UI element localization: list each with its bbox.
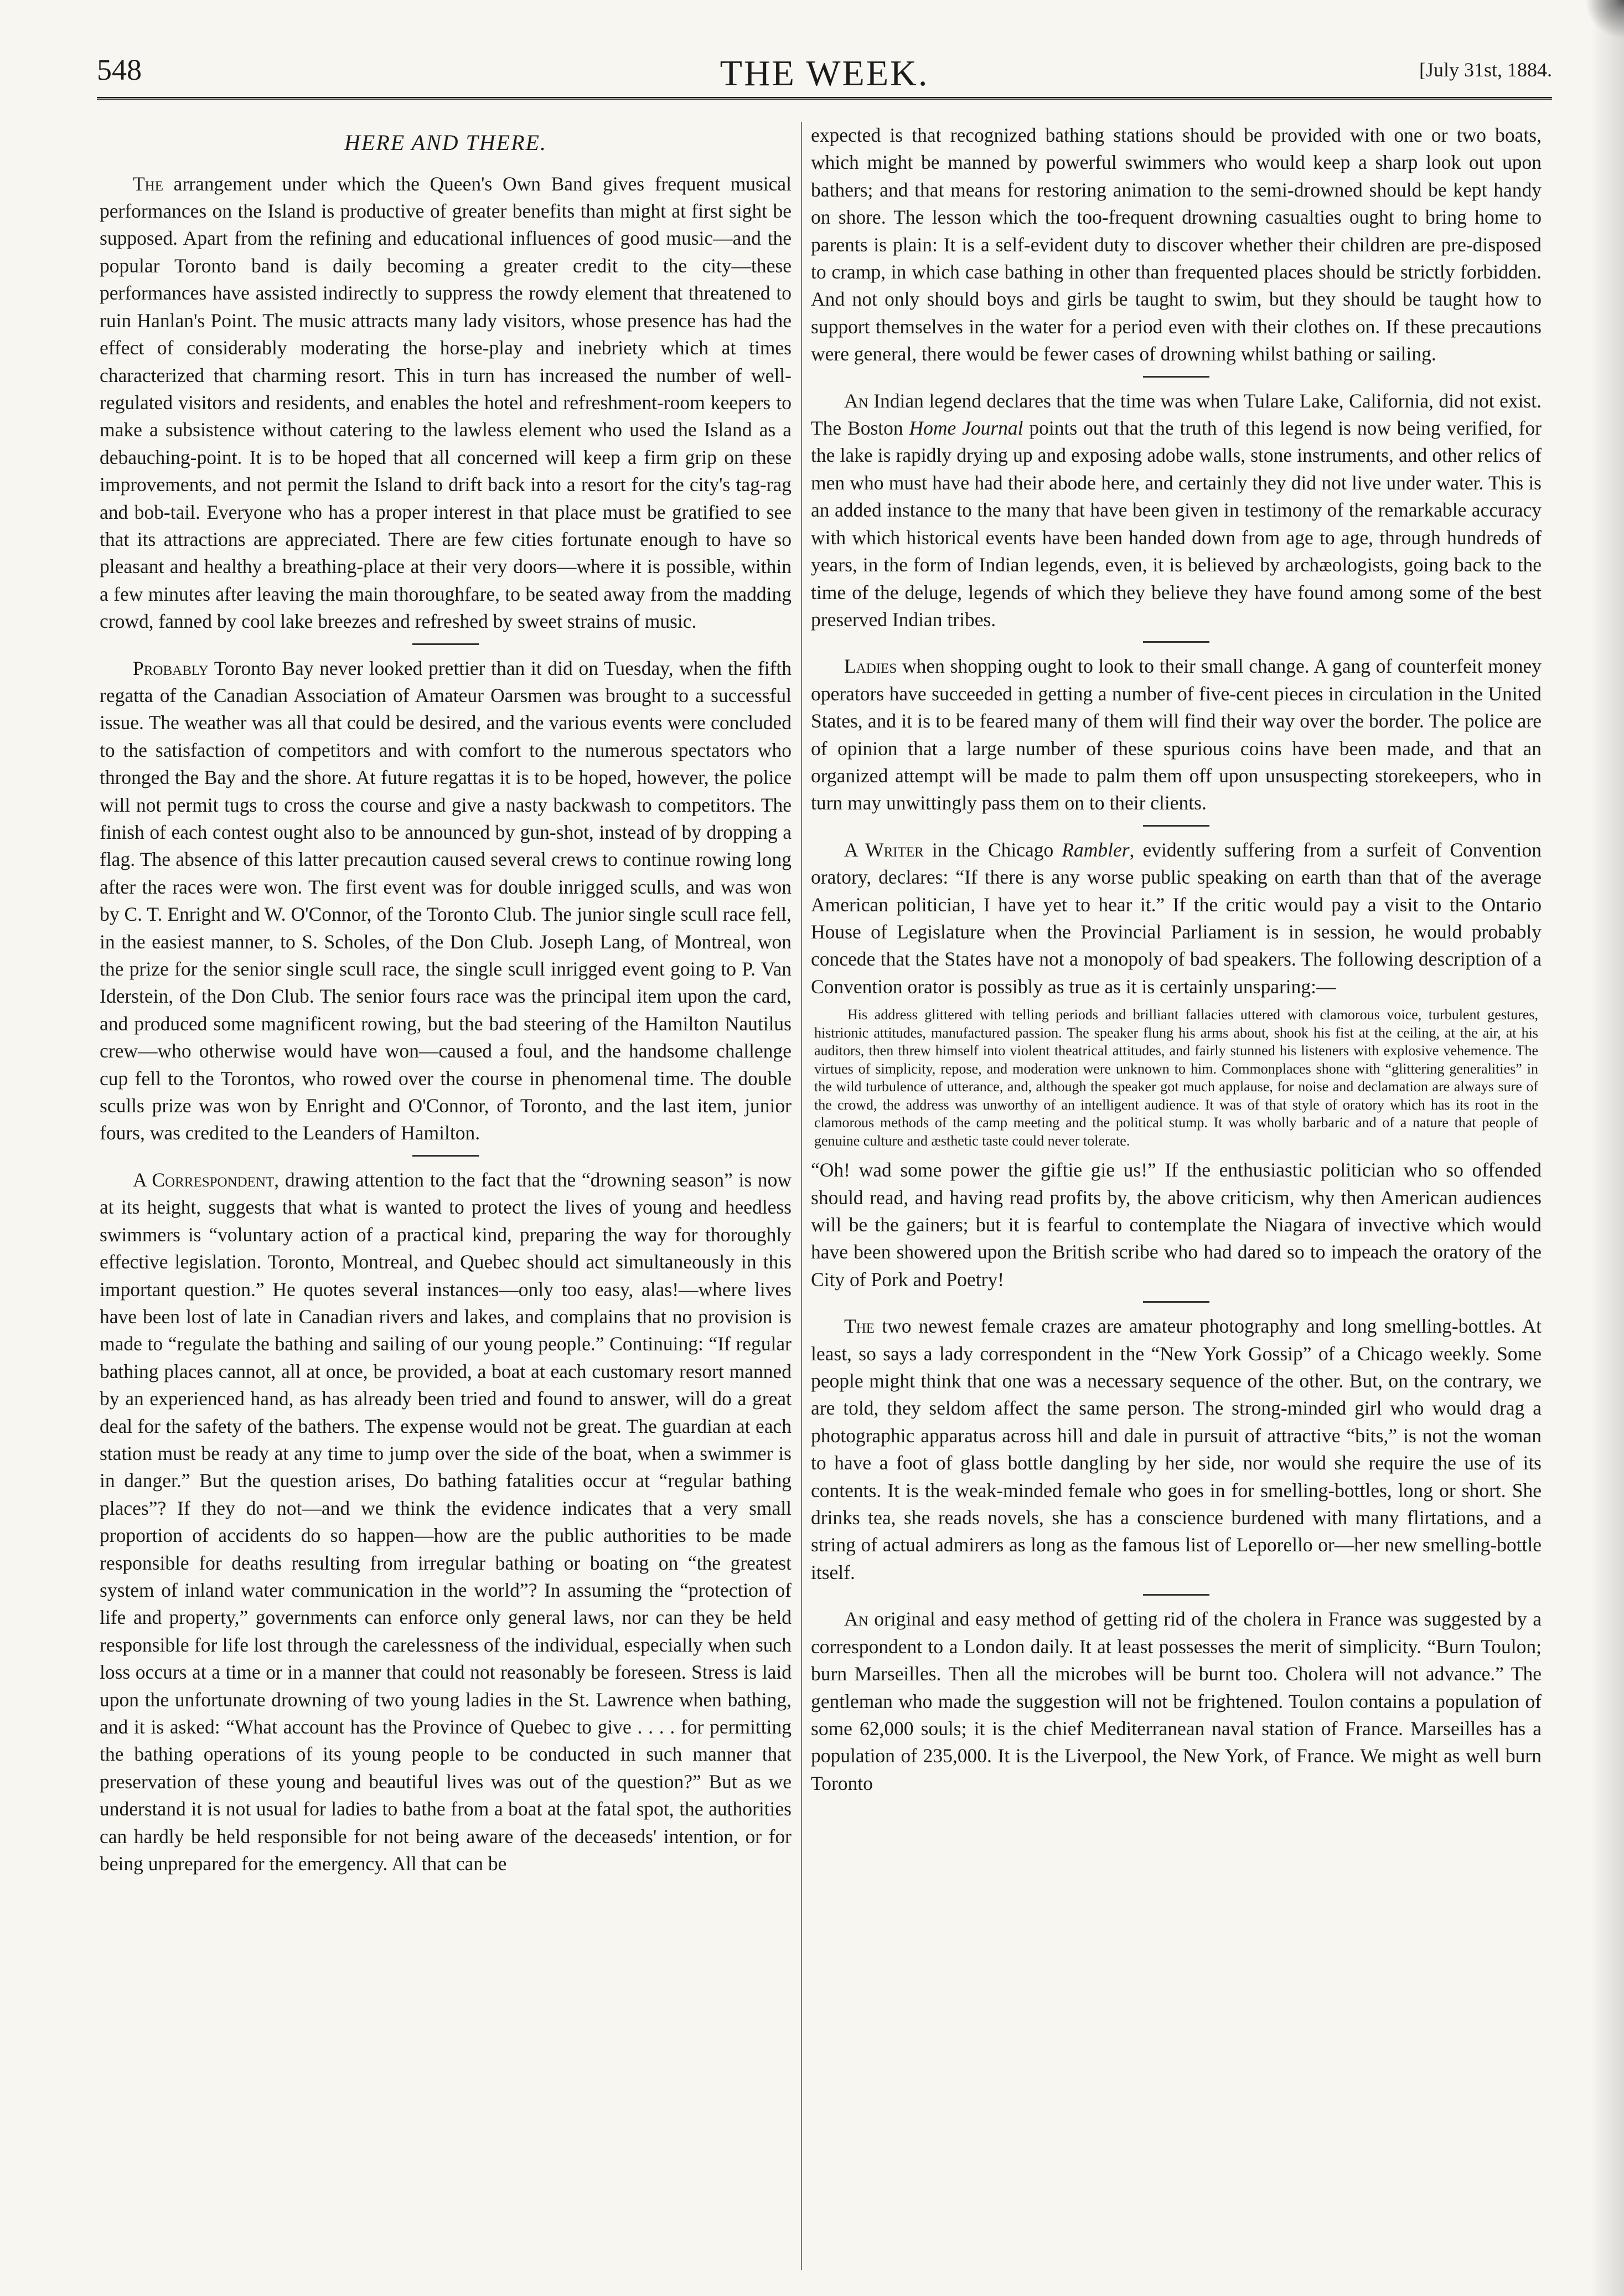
issue-date: [July 31st, 1884. xyxy=(1419,59,1552,81)
torn-corner xyxy=(1580,0,1624,44)
lead-word: Probably xyxy=(133,657,209,679)
lead-word: An xyxy=(844,389,868,412)
paragraph-text: two newest female crazes are amateur photography and long smelling-bottles. At least, so says a lady correspondent in the “New York Gossip” of a Chicago weekly. Some people might think that one was a necessary sequence of the other. But, on the contrary, we are told, they seldom affect the same person. The strong-minded girl who would drag a photographic apparatus across hill and dale in pursuit of attractive “bits,” is not the woman to have a foot of glass bottle dangling by her side, nor would she require the use of its contents. It is the weak-minded female who goes in for smelling-bottles, long or short. She drinks tea, she reads novels, she has a conscience burdened with many flirtations, and a string of actual admirers as long as the famous list of Leporello or—her new smelling-bottle itself. xyxy=(811,1315,1542,1583)
section-divider xyxy=(1143,376,1209,378)
section-divider xyxy=(1143,1594,1209,1596)
publication-name: Home Journal xyxy=(909,417,1023,440)
left-column xyxy=(100,127,792,2276)
masthead: THE WEEK. xyxy=(720,53,929,94)
lead-word: A Writer xyxy=(844,838,924,861)
section-divider xyxy=(1143,1301,1209,1303)
right-column xyxy=(811,122,1542,2270)
publication-name: Rambler xyxy=(1062,838,1130,861)
paragraph-text: Toronto Bay never looked prettier than it did on Tuesday, when the fifth regatta of the Canadian Association of Amateur Oarsmen was brought to a successful issue. The weather was all that could be desired, and the various events were concluded to the satisfaction of competitors and with comfort to the numerous spectators who thronged the Bay and the shore. At future regattas it is to be hoped, however, the police will not permit tugs to cross the course and give a nasty backwash to competitors. The finish of each contest ought also to be announced by gun-shot, instead of by dropping a flag. The absence of this latter precaution caused several crews to continue rowing long after the races were won. The first event was for double inrigged sculls, and was won by C. T. Enright and W. O'Connor, of the Toronto Club. The junior single scull race fell, in the easiest manner, to S. Scholes, of the Don Club. Joseph Lang, of Montreal, won the prize for the senior single scull race, the single scull inrigged event going to P. Van Iderstein, of the Don Club. The senior fours race was the principal item upon the card, and produced some magnificent rowing, but the bad steering of the Hamilton Nautilus crew—who otherwise would have won—caused a foul, and the handsome challenge cup fell to the Torontos, who rowed over the course in phenomenal time. The double sculls prize was won by Enright and O'Connor, of Toronto, and the last item, junior fours, was credited to the Leanders of Hamilton. xyxy=(100,657,792,1144)
section-divider xyxy=(1143,825,1209,827)
lead-word: An xyxy=(844,1608,868,1631)
paragraph-text: in the Chicago xyxy=(923,838,1062,861)
article-paragraph: expected is that recognized bathing stations should be provided with one or two boats, which might be manned by powerful swimmers who would keep a sharp look out upon bathers; and that means for restoring animation to the semi-drowned should be kept handy on shore. The lesson which the too-frequent drowning casualties ought to bring home to parents is plain: It is a self-evident duty to discover whether their children are pre-disposed to cramp, in which case bathing in other than frequented places should be strictly forbidden. And not only should boys and girls be taught to swim, but they should be taught how to support themselves in the water for a period even with their clothes on. If these precautions were general, there would be fewer cases of drowning whilst bathing or sailing. xyxy=(811,124,1542,365)
paragraph-text: Indian legend declares that the time was when Tulare Lake, California, did not exist. The Boston xyxy=(811,389,1542,440)
article-paragraph xyxy=(811,1313,1542,1586)
paragraph-text: original and easy method of getting rid of the cholera in France was suggested by a correspondent to a London daily. It at least possesses the merit of simplicity. “Burn Toulon; burn Marseilles. Then all the microbes will be burnt too. Cholera will not advance.” The gentleman who made the suggestion will not be frightened. Toulon contains a population of some 62,000 souls; it is the chief Mediterranean naval station of France. Marseilles has a population of 235,000. It is the Liverpool, the New York, of France. We might as well burn Toronto xyxy=(811,1608,1542,1794)
section-divider xyxy=(412,1155,479,1157)
article-paragraph xyxy=(811,1606,1542,1797)
section-divider xyxy=(412,643,479,645)
article-paragraph xyxy=(811,653,1542,817)
lead-word: Ladies xyxy=(844,655,897,678)
article-paragraph xyxy=(100,655,792,1147)
article-paragraph: “Oh! wad some power the giftie gie us!” If the enthusiastic politician who so offended should read, and having read profits by, the above criticism, why then American audiences will be the gainers; but it is fearful to contemplate the Niagara of invective which would have been showered upon the British scribe who had dared so to impeach the oratory of the City of Pork and Poetry! xyxy=(811,1159,1542,1291)
paragraph-text: when shopping ought to look to their small change. A gang of counterfeit money operators have succeeded in getting a number of five-cent pieces in circulation in the United States, and it is to be feared many of them will find their way over the border. The police are of opinion that a large number of these spurious coins have been made, and that an organized attempt will be made to palm them off upon unsuspecting storekeepers, who in turn may unwittingly pass them on to their clients. xyxy=(811,655,1542,814)
column-divider xyxy=(801,122,802,2270)
paragraph-text: , evidently suffering from a surfeit of Convention oratory, declares: “If there is any worse public speaking on earth than that of the average American politician, I have yet to hear it.” If the critic would pay a visit to the Ontario House of Legislature when the Provincial Parliament is in session, he would probably concede that the States have not a monopoly of bad speakers. The following description of a Convention orator is possibly as true as it is certainly unsparing:— xyxy=(811,838,1542,998)
page-edge-shadow xyxy=(1591,0,1624,2296)
article-paragraph xyxy=(811,388,1542,634)
paragraph-text: arrangement under which the Queen's Own Band gives frequent musical performances on the Island is productive of greater benefits than might at first sight be supposed. Apart from the refining and educational influences of good music—and the popular Toronto band is daily becoming a greater credit to the city—these performances have assisted indirectly to suppress the rowdy element that threatened to ruin Hanlan's Point. The music attracts many lady visitors, whose presence has had the effect of considerably moderating the horse-play and inebriety which at times characterized that charming resort. This in turn has increased the number of well-regulated visitors and residents, and enables the hotel and refreshment-room keepers to make a subsistence without catering to the lawless element who used the Island as a debauching-point. It is to be hoped that all concerned will keep a firm grip on these improvements, and not permit the Island to drift back into a resort for the city's tag-rag and bob-tail. Everyone who has a proper interest in that place must be gratified to see that its attractions are appreciated. There are few cities fortunate enough to have so pleasant and healthy a breathing-place at their very doors—where it is possible, within a few minutes after leaving the main thoroughfare, to be seated away from the madding crowd, fanned by cool lake breezes and refreshed by sweet strains of music. xyxy=(100,172,792,633)
lead-word: The xyxy=(844,1315,875,1338)
article-paragraph xyxy=(100,1167,792,1878)
block-quote: His address glittered with telling periods and brilliant fallacies uttered with clamorous voice, turbulent gestures, histrionic attitudes, manufactured passion. The speaker flung his arms about, shook his fist at the ceiling, at the air, at his auditors, then threw himself into violent theatrical attitudes, and fairly stunned his listeners with explosive vehemence. The virtues of simplicity, repose, and moderation were unknown to him. Commonplaces shone with “glittering generalities” in the wild turbulence of utterance, and, although the speaker got much applause, for noise and declamation are always sure of the crowd, the address was unworthy of an intelligent audience. It was of that style of oratory which has its root in the clamorous methods of the camp meeting and the political stump. It was wholly barbaric and of a nature that people of genuine culture and æsthetic taste could never tolerate. xyxy=(814,1007,1538,1149)
lead-word: The xyxy=(133,172,164,195)
page-number: 548 xyxy=(97,53,142,86)
page-header xyxy=(97,53,1552,100)
paragraph-text: drawing attention to the fact that the “drowning season” is now at its height, suggests that what is wanted to protect the lives of young and heedless swimmers is “voluntary action of a practical kind, preparing the way for thoroughly effective legislation. Toronto, Montreal, and Quebec should act simultaneously in this important question.” He quotes several instances—only too easy, alas!—where lives have been lost of late in Canadian rivers and lakes, and complains that no provision is made to “regulate the bathing and sailing of our young people.” Continuing: “If regular bathing places cannot, all at once, be provided, a boat at each customary resort manned by an experienced hand, as has already been tried and found to answer, will do a great deal for the safety of the bathers. The expense would not be great. The guardian at each station must be ready at any time to jump over the side of the boat, when a swimmer is in danger.” But the question arises, Do bathing fatalities occur at “regular bathing places”? If they do not—and we think the evidence indicates that a very small proportion of accidents do so happen—how are the public authorities to be made responsible for deaths resulting from irregular bathing or boating on “the greatest system of inland water communication in the world”? In assuming the “protection of life and property,” governments can enforce only general laws, nor can they be held responsible for life lost through the carelessness of the individual, especially when such loss occurs at a time or in a manner that could not reasonably be foreseen. Stress is laid upon the unfortunate drowning of two young ladies in the St. Lawrence when bathing, and it is asked: “What account has the Province of Quebec to give . . . . for permitting the bathing operations of its young people to be conducted in such manner that preservation of these young and beautiful lives was out of the question?” But as we understand it is not usual for ladies to bathe from a boat at the fatal spot, the authorities can hardly be held responsible for not being aware of the deceaseds' intention, or for being unprepared for the emergency. All that can be xyxy=(100,1168,792,1875)
article-paragraph xyxy=(100,171,792,636)
section-title: HERE AND THERE. xyxy=(344,130,547,155)
paragraph-text: points out that the truth of this legend is now being verified, for the lake is rapidly drying up and exposing adobe walls, stone instruments, and other relics of men who must have had their abode here, and certainly they did not live under water. This is an added instance to the many that have been given in testimony of the remarkable accuracy with which historical events have been handed down from age to age, through hundreds of years, in the form of Indian legends, even, it is believed by archæologists, going back to the time of the deluge, legends of which they believe they have found among some of the best preserved Indian tribes. xyxy=(811,417,1542,631)
lead-word: A Correspondent, xyxy=(133,1168,280,1191)
article-paragraph xyxy=(811,837,1542,1000)
section-divider xyxy=(1143,641,1209,643)
